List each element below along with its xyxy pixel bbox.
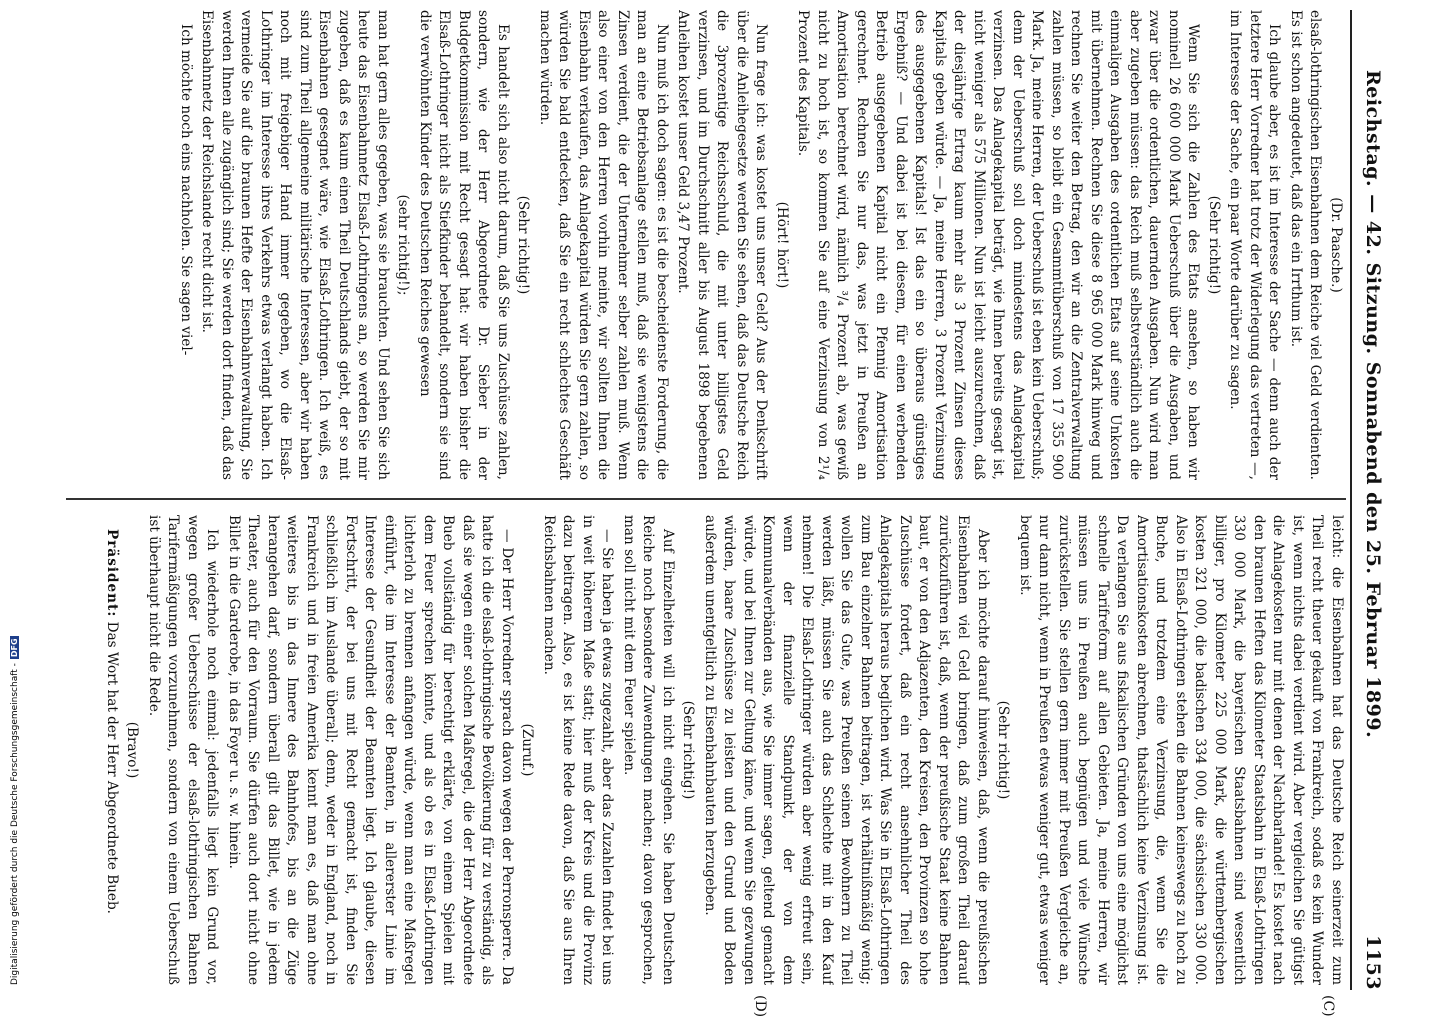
interjection: (sehr richtig!); [395, 194, 412, 296]
paragraph: elsaß-lothringischen Eisenbahnen dem Reiche viel Geld verdienten. Es ist schon angedeutet, daß das ein Irrthum ist. [1288, 10, 1324, 480]
page-number: 1153 [1362, 935, 1384, 990]
dfg-logo-icon: DFG [10, 638, 19, 658]
page-header [1354, 10, 1390, 990]
interjection: (Sehr richtig!) [1206, 195, 1222, 295]
interjection: (Sehr richtig!) [995, 700, 1012, 800]
interjection: (Zuruf.) [519, 723, 536, 777]
paragraph: Auf Einzelheiten will ich nicht eingehen. Sie haben Deutschen Reiche noch besondere Zuwendungen machen; davon gesprochen, man soll nicht mit dem Feuer spielen. [621, 515, 676, 985]
header-rule [1350, 10, 1352, 990]
right-column [66, 515, 1346, 985]
paragraph: Wenn Sie sich die Zahlen des Etats ansehen, so haben wir nominell 26 600 000 Mark Ueberschuß über die Ausgaben, und zwar über die ordentlichen, dauernden Ausgaben. Nun wird man aber zugeben müssen: das Reich muß selbstverständlich auch die einmaligen Ausgaben des ordentlichen Etats auf seine Unkosten mit übernehmen. Rechnen Sie diese 8 965 000 Mark hinweg und rechnen Sie weiter den Betrag, den wir an die Zentralverwaltung zahlen müssen, so bleibt ein Gesammtüberschuß von 17 355 900 Mark. Ja, meine Herren, der Ueberschuß ist eben kein Ueberschuß; denn der Ueberschuß soll doch mindestens das Anlagekapital verzinsen. Das Anlagekapital beträgt, wie Ihnen bereits gesagt ist, nicht weniger als 575 Millionen. Nun ist leicht auszurechnen, daß der diesjährige Ertrag kaum mehr als 3 Prozent Zinsen dieses Kapitals geben würde. — Ja, meine Herren, 3 Prozent Verzinsung des ausgegebenen Kapitals! Ist das ein so überaus günstiges Ergebniß? — Und dabei ist bei diesem, für einen werbenden Betrieb ausgegebenen Kapital nicht ein Pfennig Amortisation gerechnet. Rechnen Sie nur das, was jetzt in Preußen an Amortisation berechnet wird, nämlich ³/₄ Prozent ab, was gewiß nicht zu hoch ist, so kommen Sie auf eine Verzinsung von 2¹/₄ Prozent des Kapitals. [795, 10, 1202, 480]
credit-text: Digitalisierung gefördert durch die Deutsche Forschungsgemeinschaft - [10, 663, 20, 985]
paragraph: Ich möchte noch eins nachholen. Sie sagen viel- [178, 24, 194, 356]
president-text: Das Wort hat der Herr Abgeordnete Bueb. [104, 621, 120, 915]
paragraph: Ich wiederhole noch einmal: jedenfalls liegt kein Grund vor, wegen großer Ueberschüsse der elsaß-lothringischen Bahnen Tarifermäßigungen vorzunehmen, sondern von einem Ueberschuß ist überhaupt nicht die Rede. [146, 515, 221, 985]
paragraph: Es handelt sich also nicht darum, daß Sie uns Zuschüsse zahlen, sondern, wie der Herr Abgeordnete Dr. Sieber in der Budgetkommission mit Recht gesagt hat: wir haben bisher die Elsaß-Lothringer nicht als Stiefkinder behandelt, sondern sie sind die verwöhnten Kinder des Deutschen Reiches gewesen [417, 10, 511, 480]
paragraph: Nun muß ich doch sagen: es ist die bescheidenste Forderung, die man an eine Betriebsanlage stellen muß, daß sie wenigstens die Zinsen verdient, die der Unternehmer selber zahlen muß. Wenn also einer von den Herren vorhin meinte, wir sollten Ihnen die Eisenbahn verkaufen, das Anlagekapital würden Sie gern zahlen, so würden Sie bald entdecken, daß Sie ein recht schlechtes Geschäft machen würden. [537, 10, 670, 480]
paragraph: leicht: die Eisenbahnen hat das Deutsche Reich seinerzeit zum Theil recht theuer gekauft von Frankreich, sodaß es kein Wunder ist, wenn nichts dabei verdient wird. Aber vergleichen Sie gütigst die Anlagekosten nur mit denen der Nachbarlande! Es kostet nach den braunen Heften das Kilometer Staatsbahn in Elsaß-Lothringen 330 000 Mark, die bayerischen Staatsbahnen sind wesentlich billiger, pro Kilometer 225 000 Mark, die württembergischen kosten 321 000, die badischen 334 000, die sächsischen 330 000. Also in Elsaß-Lothringen stehen die Bahnen keineswegs zu hoch zu Buche, und trotzdem eine Verzinsung, die, wenn Sie die Amortisationskosten abrechnen, thatsächlich keine Verzinsung ist. Da verlangen Sie aus fiskalischen Gründen von uns eine möglichst schnelle Tarifreform auf allen Gebieten. Ja, meine Herren, wir müssen uns in Preußen auch begnügen und viele Wünsche zurückstellen. Sie stellen gern immer mit Preußen Vergleiche an, nur dann nicht, wenn in Preußen etwas weniger gut, etwas weniger bequem ist. [1017, 515, 1345, 985]
rotated-page [10, 10, 1390, 1017]
interjection: (Hört! hört!) [774, 201, 790, 289]
paragraph: Nun frage ich: was kostet uns unser Geld? Aus der Denkschrift über die Anleihegesetze werden Sie sehen, daß das Deutsche Reich die 3prozentige Reichsschuld, die mit unter billigstes Geld verzinsen, und im Durchschnitt aller bis August 1898 begebenen Anleihen kostet unser Geld 3,47 Prozent. [675, 10, 770, 480]
running-title: Reichstag. — 42. Sitzung. Sonnabend den 25. Februar 1899. [1362, 70, 1384, 739]
column-divider [66, 498, 1346, 500]
paragraph: — Sie haben ja etwas zugezahlt, aber das Zuzahlen findet bei uns in weit höherem Maße statt; hier muß der Kreis und die Provinz dazu beitragen. Also, es ist keine Rede davon, daß Sie aus Ihren Reichsbahnen machen. [541, 515, 616, 985]
paragraph: man hat gern alles gegeben, was sie brauchten. Und sehen Sie sich heute das Eisenbahnnetz Elsaß-Lothringens an, so werden Sie mir zugeben, daß es kaum einen Theil Deutschlands giebt, der so mit Eisenbahnen gesegnet wäre, wie Elsaß-Lothringen. Ich weiß, es sind zum Theil allgemeine militärische Interessen, aber wir haben noch mit freigebiger Hand immer gegeben, wo die Elsaß-Lothringer im Interesse ihres Verkehrs etwas verlangt haben. Ich vermeide Sie auf die braunen Hefte der Eisenbahnverwaltung, Sie werden Ihnen alle zugänglich sind; Sie werden dort finden, daß das Eisenbahnnetz der Reichslande recht dicht ist. [199, 10, 391, 480]
paragraph: Aber ich möchte darauf hinweisen, daß, wenn die preußischen Eisenbahnen viel Geld bringen, daß zum großen Theil darauf zurückzuführen ist, daß, wenn der preußische Staat keine Bahnen baut, er von den Adjazenten, den Kreisen, den Provinzen so hohe Zuschüsse fordert, daß ein recht ansehnlicher Theil des Anlagekapitals heraus beglichen wird. Was Sie in Elsaß-Lothringen zum Bau einzelner Bahnen beitragen, ist verhältnißmäßig wenig; wollen Sie das Gute, was Preußen seinen Bewohnern zu Theil werden läßt, müssen Sie auch das Schlechte mit in den Kauf nehmen! Die Elsaß-Lothringer würden aber wenig erfreut sein, wenn der finanzielle Standpunkt, der von dem Kommunalverbänden aus, wie Sie immer sagen, geltend gemacht würde, und bei Ihnen zur Geltung käme, und wenn Sie gezwungen würden, baare Zuschüsse zu leisten und den Grund und Boden außerdem unentgeltlich zu Eisenbahnbauten herzugeben. [702, 515, 991, 985]
margin-marker-c: (C) [1320, 995, 1336, 1017]
interjection: (Bravo!) [124, 721, 141, 779]
margin-marker-d: (D) [752, 995, 768, 1017]
interjection: (Sehr richtig!) [680, 700, 697, 800]
president-statement [102, 515, 122, 985]
speaker-tag: (Dr. Paasche.) [1328, 197, 1344, 293]
speaker-label: Präsident: [104, 529, 120, 618]
interjection: (Sehr richtig!) [515, 195, 532, 295]
paragraph: Ich glaube aber, es ist im Interesse der Sache — denn auch der letztere Herr Vorredner hat trotz der Widerlegung das vertreten —, im Interesse der Sache, ein paar Worte darüber zu sagen. [1227, 10, 1283, 480]
left-column [66, 10, 1346, 480]
paragraph: — Der Herr Vorredner sprach davon wegen der Perronsperre. Da hatte ich die elsaß-lothringische Bevölkerung für zu verständig, als daß sie wegen einer solchen Maßregel, die der Herr Abgeordnete Bueb vollständig für berechtigt erklärte, von einem Spielen mit dem Feuer sprechen könnte, und als ob es in Elsaß-Lothringen lichterloh zu brennen anfangen würde, wenn man eine Maßregel einführt, die im Interesse der Beamten, in allererster Linie im Interesse der Gesundheit der Beamten liegt. Ich glaube, diesen Fortschritt, der bei uns mit Recht gemacht ist, finden Sie schließlich im Auslande überall; denn, weder in England, noch in Frankreich und in freien Amerika kennt man es, daß man ohne weiteres bis in das Innere des Bahnhofes, bis an die Züge herangehen darf, sondern überall gilt das Billet, wie in jedem Theater, auch für den Vorraum. Sie dürfen auch dort nicht ohne Billet in die Garderobe, in das Foyer u. s. w. hinein. [226, 515, 515, 985]
